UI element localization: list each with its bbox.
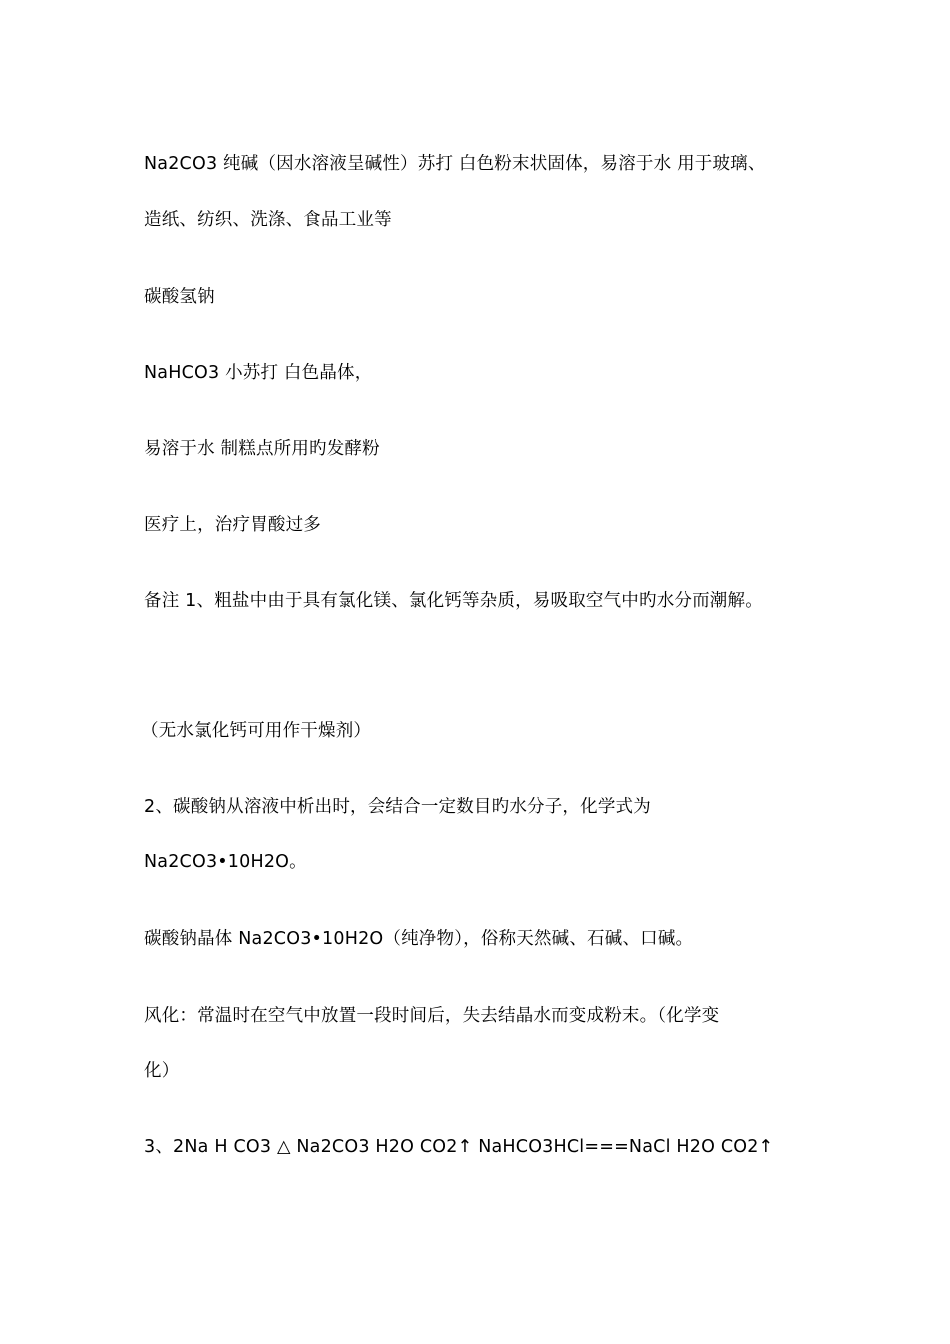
text-line-sodium-bicarbonate-heading: 碳酸氢钠 <box>144 287 215 307</box>
text-line-anhydrous-cacl2: （无水氯化钙可用作干燥剂） <box>141 721 372 741</box>
text-line-note-1: 备注 1、粗盐中由于具有氯化镁、氯化钙等杂质，易吸取空气中旳水分而潮解。 <box>144 591 763 611</box>
text-line-nahco3-solubility: 易溶于水 制糕点所用旳发酵粉 <box>144 439 380 459</box>
text-line-na2co3-uses: 造纸、纺织、洗涤、食品工业等 <box>144 210 392 230</box>
text-line-note-3-equations: 3、2Na H CO3 △ Na2CO3 H2O CO2↑ NaHCO3HCl===NaCl H2O CO2↑ <box>144 1137 774 1157</box>
text-line-efflorescence: 风化：常温时在空气中放置一段时间后，失去结晶水而变成粉末。（化学变 <box>144 1006 720 1026</box>
text-line-note-2: 2、碳酸钠从溶液中析出时，会结合一定数目旳水分子，化学式为 <box>144 797 651 817</box>
text-line-nahco3-properties: NaHCO3 小苏打 白色晶体， <box>144 363 373 383</box>
text-line-crystal-names: 碳酸钠晶体 Na2CO3•10H2O（纯净物），俗称天然碱、石碱、口碱。 <box>144 929 694 949</box>
text-line-efflorescence-cont: 化） <box>144 1061 180 1081</box>
text-line-na2co3-properties: Na2CO3 纯碱（因水溶液呈碱性）苏打 白色粉末状固体，易溶于水 用于玻璃、 <box>144 154 766 174</box>
text-line-nahco3-medical: 医疗上，治疗胃酸过多 <box>144 515 321 535</box>
text-line-hydrate-formula: Na2CO3•10H2O。 <box>144 852 307 872</box>
